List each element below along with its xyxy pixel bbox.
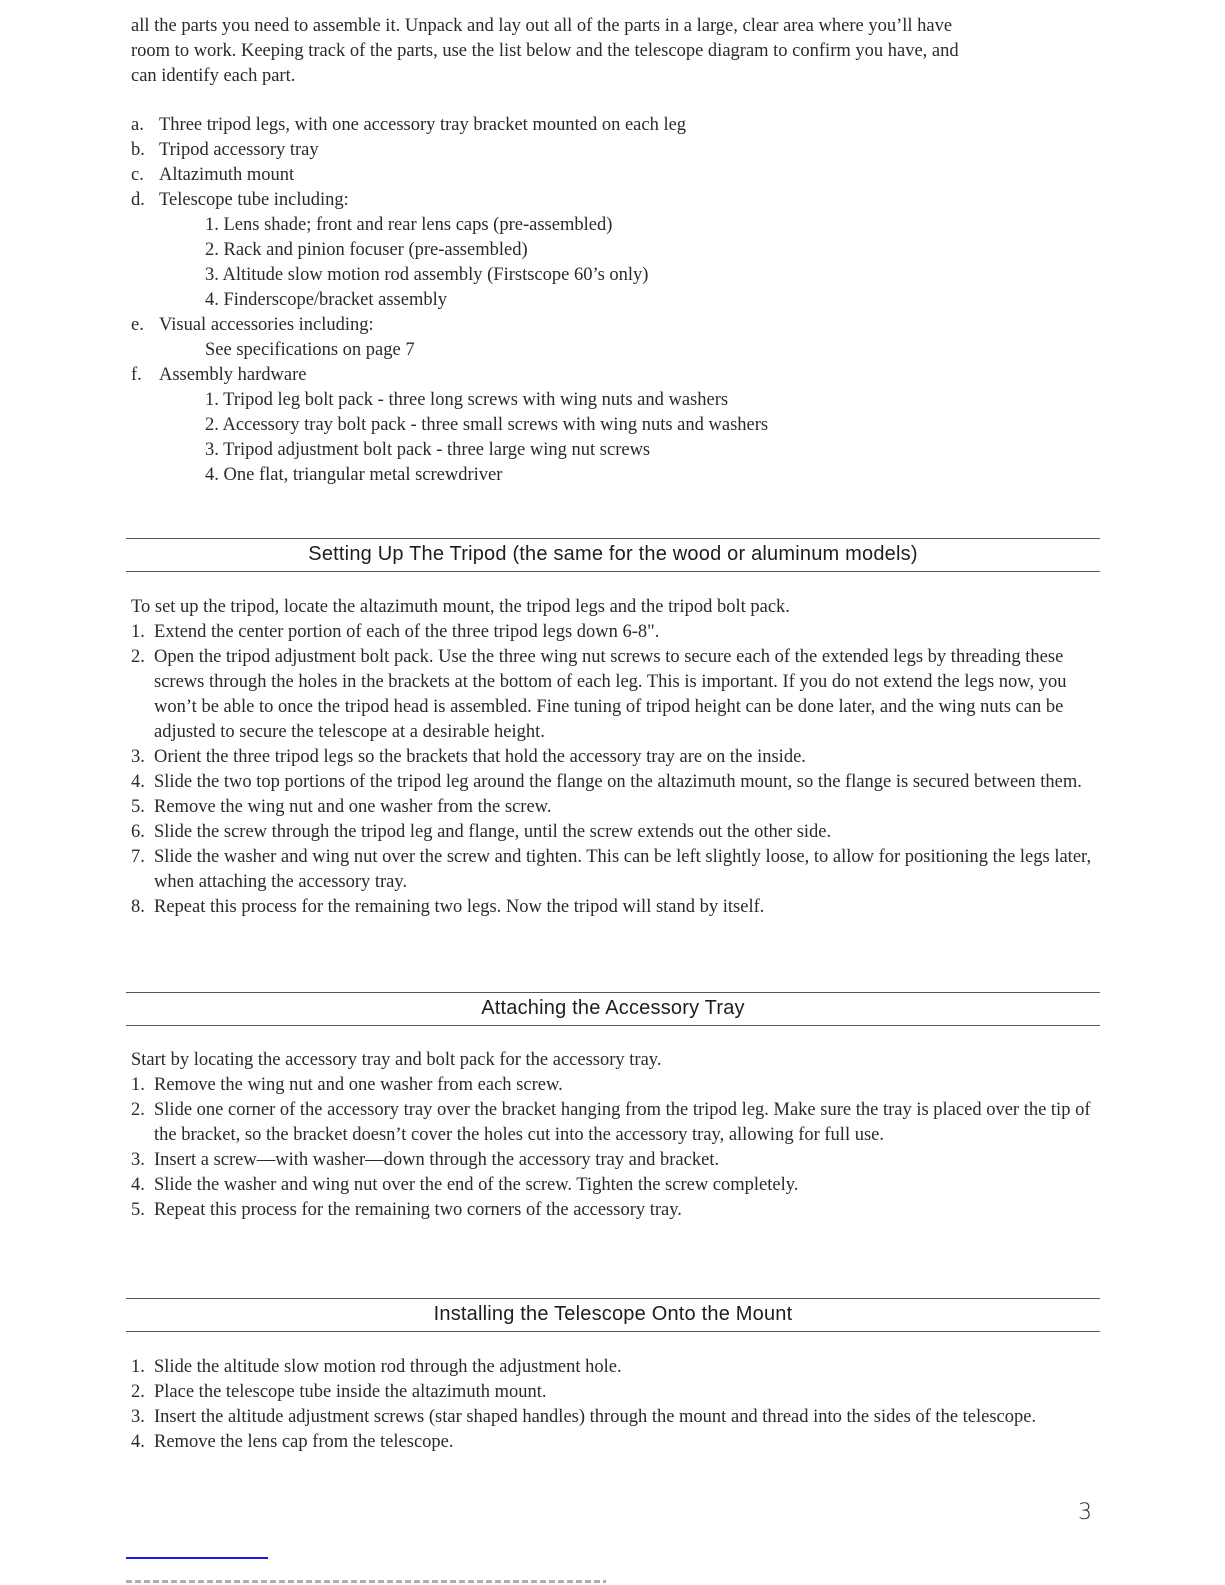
step-number: 1. bbox=[131, 1075, 145, 1095]
item-text: Altazimuth mount bbox=[159, 165, 295, 185]
item-text: Three tripod legs, with one accessory tray bracket mounted on each leg bbox=[159, 115, 687, 135]
step-text: Slide the two top portions of the tripod leg around the flange on the altazimuth mount, so the flange is secured between them. bbox=[154, 772, 1082, 792]
step-number: 3. bbox=[131, 1407, 145, 1427]
step-item bbox=[131, 820, 1101, 845]
step-number: 5. bbox=[131, 1200, 145, 1220]
step-item bbox=[131, 1148, 1101, 1173]
section-heading-tripod: Setting Up The Tripod (the same for the wood or aluminum models) bbox=[126, 538, 1100, 572]
step-number: 4. bbox=[131, 772, 145, 792]
item-text: Assembly hardware bbox=[159, 365, 307, 385]
step-number: 1. bbox=[131, 622, 145, 642]
parts-item-d bbox=[131, 188, 1031, 213]
item-text: Telescope tube including: bbox=[159, 190, 349, 210]
step-text: Slide the washer and wing nut over the screw and tighten. This can be left slightly loose, to allow for positioning the legs later, when attaching the accessory tray. bbox=[154, 847, 1092, 892]
sub-item: 2. Rack and pinion focuser (pre-assembled) bbox=[205, 240, 528, 260]
step-item bbox=[131, 795, 1101, 820]
item-label: e. bbox=[131, 315, 144, 335]
intro-paragraph bbox=[131, 14, 1091, 89]
sub-item: 4. Finderscope/bracket assembly bbox=[205, 290, 447, 310]
sub-item: 3. Tripod adjustment bolt pack - three large wing nut screws bbox=[205, 440, 651, 460]
step-number: 1. bbox=[131, 1357, 145, 1377]
parts-item-c bbox=[131, 163, 1031, 188]
step-number: 3. bbox=[131, 747, 145, 767]
step-text: Open the tripod adjustment bolt pack. Use the three wing nut screws to secure each of the extended legs by threading these screws through the holes in the brackets at the bottom of each leg. This is important. If you do not extend the legs now, you won’t be able to once the tripod head is assembled. Fine tuning of tripod height can be done later, and the wing nuts can be adjusted to secure the telescope at a desirable height. bbox=[154, 647, 1067, 742]
step-text: Extend the center portion of each of the three tripod legs down 6-8". bbox=[154, 622, 660, 642]
step-text: Slide the washer and wing nut over the end of the screw. Tighten the screw completely. bbox=[154, 1175, 799, 1195]
step-item bbox=[131, 1198, 1101, 1223]
sub-item: 1. Lens shade; front and rear lens caps (pre-assembled) bbox=[205, 215, 613, 235]
step-text: Orient the three tripod legs so the brackets that hold the accessory tray are on the inside. bbox=[154, 747, 806, 767]
step-item bbox=[131, 1173, 1101, 1198]
step-item bbox=[131, 645, 1101, 745]
intro-line: can identify each part. bbox=[131, 66, 296, 86]
intro-line: room to work. Keeping track of the parts, use the list below and the telescope diagram to confirm you have, and bbox=[131, 41, 959, 61]
step-text: Repeat this process for the remaining two corners of the accessory tray. bbox=[154, 1200, 682, 1220]
step-text: Slide the screw through the tripod leg and flange, until the screw extends out the other side. bbox=[154, 822, 832, 842]
parts-list bbox=[131, 113, 1031, 488]
item-label: d. bbox=[131, 190, 145, 210]
step-text: Slide one corner of the accessory tray over the bracket hanging from the tripod leg. Make sure the tray is placed over the tip of the bracket, so the bracket doesn’t cover the holes cut into the accessory tray, allowing for full use. bbox=[154, 1100, 1091, 1145]
item-text: Tripod accessory tray bbox=[159, 140, 319, 160]
step-item bbox=[131, 1073, 1101, 1098]
step-number: 5. bbox=[131, 797, 145, 817]
step-number: 2. bbox=[131, 1382, 145, 1402]
step-number: 2. bbox=[131, 647, 145, 667]
step-item bbox=[131, 1355, 1101, 1380]
page-number: 3 bbox=[1078, 1500, 1092, 1525]
step-text: Slide the altitude slow motion rod through the adjustment hole. bbox=[154, 1357, 622, 1377]
item-label: a. bbox=[131, 115, 144, 135]
step-item bbox=[131, 620, 1101, 645]
sub-item: 4. One flat, triangular metal screwdriver bbox=[205, 465, 503, 485]
parts-item-b bbox=[131, 138, 1031, 163]
step-text: Place the telescope tube inside the altazimuth mount. bbox=[154, 1382, 547, 1402]
section-lead: Start by locating the accessory tray and bolt pack for the accessory tray. bbox=[131, 1050, 662, 1070]
parts-item-e bbox=[131, 313, 1031, 338]
tray-instructions bbox=[131, 1048, 1101, 1223]
step-text: Insert a screw—with washer—down through the accessory tray and bracket. bbox=[154, 1150, 720, 1170]
item-text: Visual accessories including: bbox=[159, 315, 374, 335]
step-text: Insert the altitude adjustment screws (star shaped handles) through the mount and thread into the sides of the telescope. bbox=[154, 1407, 1037, 1427]
step-number: 8. bbox=[131, 897, 145, 917]
step-number: 6. bbox=[131, 822, 145, 842]
step-text: Repeat this process for the remaining two legs. Now the tripod will stand by itself. bbox=[154, 897, 765, 917]
step-text: Remove the wing nut and one washer from the screw. bbox=[154, 797, 552, 817]
step-item bbox=[131, 1098, 1101, 1148]
step-number: 4. bbox=[131, 1175, 145, 1195]
step-number: 4. bbox=[131, 1432, 145, 1452]
step-item bbox=[131, 1430, 1101, 1455]
sub-item: 2. Accessory tray bolt pack - three small screws with wing nuts and washers bbox=[205, 415, 769, 435]
section-lead: To set up the tripod, locate the altazimuth mount, the tripod legs and the tripod bolt pack. bbox=[131, 597, 790, 617]
step-number: 3. bbox=[131, 1150, 145, 1170]
intro-line: all the parts you need to assemble it. Unpack and lay out all of the parts in a large, clear area where you’ll have bbox=[131, 16, 953, 36]
step-number: 7. bbox=[131, 847, 145, 867]
sub-note: See specifications on page 7 bbox=[205, 340, 415, 360]
step-item bbox=[131, 1380, 1101, 1405]
item-label: b. bbox=[131, 140, 145, 160]
step-text: Remove the wing nut and one washer from each screw. bbox=[154, 1075, 563, 1095]
step-item bbox=[131, 895, 1101, 920]
parts-item-a bbox=[131, 113, 1031, 138]
step-number: 2. bbox=[131, 1100, 145, 1120]
footnote-text-cutoff bbox=[126, 1580, 606, 1583]
item-label: c. bbox=[131, 165, 144, 185]
sub-item: 1. Tripod leg bolt pack - three long screws with wing nuts and washers bbox=[205, 390, 729, 410]
section-heading-mount: Installing the Telescope Onto the Mount bbox=[126, 1298, 1100, 1332]
footnote-divider bbox=[126, 1557, 268, 1559]
section-heading-tray: Attaching the Accessory Tray bbox=[126, 992, 1100, 1026]
step-item bbox=[131, 770, 1101, 795]
sub-item: 3. Altitude slow motion rod assembly (Firstscope 60’s only) bbox=[205, 265, 649, 285]
tripod-instructions bbox=[131, 595, 1101, 920]
item-label: f. bbox=[131, 365, 142, 385]
mount-instructions bbox=[131, 1355, 1101, 1455]
step-item bbox=[131, 1405, 1101, 1430]
step-text: Remove the lens cap from the telescope. bbox=[154, 1432, 454, 1452]
step-item bbox=[131, 745, 1101, 770]
step-item bbox=[131, 845, 1101, 895]
parts-item-f bbox=[131, 363, 1031, 388]
